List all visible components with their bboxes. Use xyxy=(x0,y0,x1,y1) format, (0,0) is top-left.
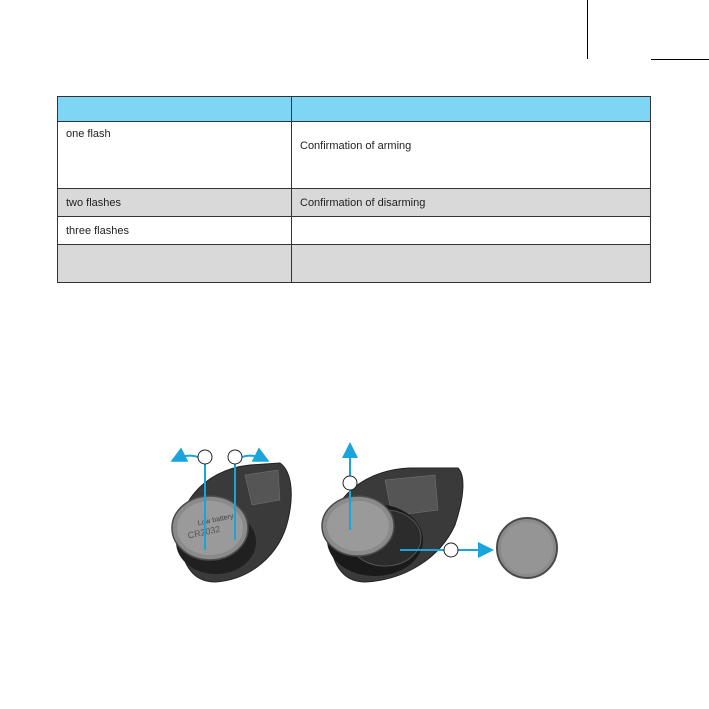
table-cell-signal: one flash xyxy=(58,122,292,189)
table-cell-meaning: Confirmation of disarming xyxy=(292,189,651,217)
callout-circle-1 xyxy=(198,450,212,464)
table-row xyxy=(58,217,651,245)
table-cell-meaning: Confirmation of arming xyxy=(292,122,651,189)
battery-label-line2: CR2032 xyxy=(186,523,222,541)
table-cell-signal: two flashes xyxy=(58,189,292,217)
led-signal-table xyxy=(57,96,651,283)
table-row xyxy=(58,245,651,283)
crop-mark-vertical xyxy=(587,0,588,59)
battery-replacement-illustration xyxy=(160,430,570,590)
table-row xyxy=(58,189,651,217)
callout-circle-3 xyxy=(343,476,357,490)
table-row xyxy=(58,122,651,189)
table-header-row xyxy=(58,97,651,122)
table-cell-meaning xyxy=(292,245,651,283)
battery-label-line1: Low battery xyxy=(197,513,235,528)
arrow-rotate-left xyxy=(174,456,198,460)
callout-circle-2 xyxy=(228,450,242,464)
callout-circle-4 xyxy=(444,543,458,557)
table-cell-signal: three flashes xyxy=(58,217,292,245)
battery-cover-left xyxy=(172,496,248,560)
table-cell-meaning xyxy=(292,217,651,245)
table-header-meaning xyxy=(292,97,651,122)
crop-mark-horizontal xyxy=(651,59,709,60)
coin-battery xyxy=(497,518,557,578)
battery-cover-right xyxy=(322,496,394,556)
table-cell-signal xyxy=(58,245,292,283)
table-header-signal xyxy=(58,97,292,122)
arrow-rotate-right xyxy=(242,456,266,460)
